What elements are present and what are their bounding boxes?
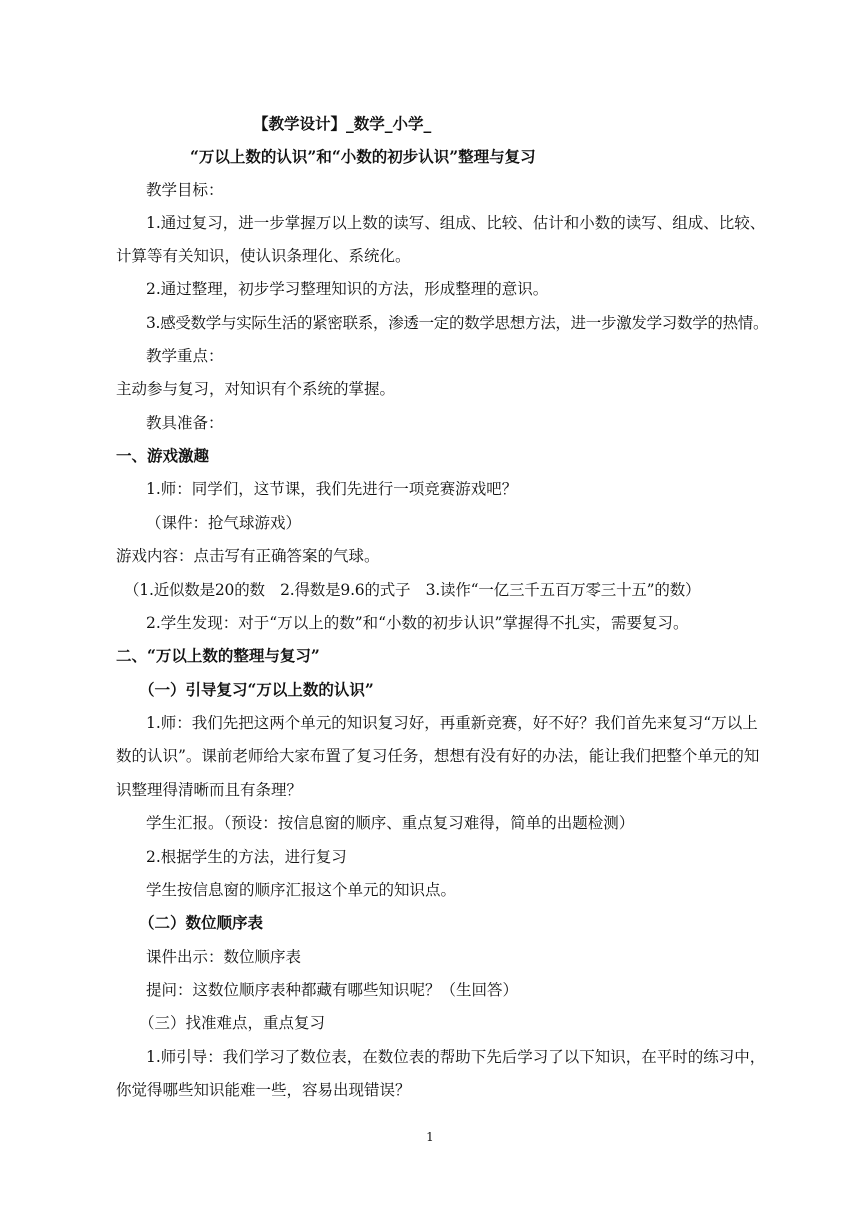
subsection-1-para-1-line-2: 数的认识”。课前老师给大家布置了复习任务，想想有没有好的办法，能让我们把整个单元的知 [116, 747, 760, 765]
subsection-1-para-4: 学生按信息窗的顺序汇报这个单元的知识点。 [146, 881, 457, 899]
goal-3: 3.感受数学与实际生活的紧密联系，渗透一定的数学思想方法，进一步激发学习数学的热情。 [146, 314, 769, 332]
section-1-para-1: 1.师：同学们，这节课，我们先进行一项竞赛游戏吧？ [146, 480, 518, 498]
section-1-para-4: （1.近似数是20的数 2.得数是9.6的式子 3.读作“一亿三千五百万零三十五”的数） [124, 581, 701, 599]
subsection-1-title: （一）引导复习“万以上数的认识” [139, 680, 374, 699]
goal-1-line-2: 计算等有关知识，使认识条理化、系统化。 [116, 247, 411, 265]
subsection-1-para-1-line-1: 1.师：我们先把这两个单元的知识复习好，再重新竞赛，好不好？我们首先来复习“万以上 [146, 714, 758, 732]
section-1-para-5: 2.学生发现：对于“万以上的数”和“小数的初步认识”掌握得不扎实，需要复习。 [146, 614, 689, 632]
tools-heading: 教具准备： [146, 414, 224, 432]
section-2-title: 二、“万以上数的整理与复习” [116, 646, 320, 665]
page-number: 1 [426, 1130, 434, 1144]
subsection-1-para-3: 2.根据学生的方法，进行复习 [146, 848, 347, 866]
subsection-3-title: （三）找准难点，重点复习 [139, 1014, 326, 1032]
goal-1-line-1: 1.通过复习，进一步掌握万以上数的读写、组成、比较、估计和小数的读写、组成、比较、 [146, 214, 766, 232]
goal-2: 2.通过整理，初步学习整理知识的方法，形成整理的意识。 [146, 280, 549, 298]
subsection-2-para-1: 课件出示：数位顺序表 [146, 948, 302, 966]
section-1-para-3: 游戏内容：点击写有正确答案的气球。 [116, 547, 380, 565]
doc-header: 【教学设计】_数学_小学_ [253, 114, 432, 133]
section-1-title: 一、游戏激趣 [116, 446, 210, 465]
focus-heading: 教学重点： [146, 347, 224, 365]
subsection-1-para-1-line-3: 识整理得清晰而且有条理？ [116, 781, 303, 799]
subsection-3-para-1-line-1: 1.师引导：我们学习了数位表，在数位表的帮助下先后学习了以下知识，在平时的练习中， [146, 1048, 766, 1066]
subsection-2-title: （二）数位顺序表 [139, 913, 264, 932]
subsection-3-para-1-line-2: 你觉得哪些知识能难一些，容易出现错误？ [116, 1081, 411, 1099]
doc-title: “万以上数的认识”和“小数的初步认识”整理与复习 [190, 147, 536, 166]
subsection-2-para-2: 提问：这数位顺序表种都藏有哪些知识呢？（生回答） [146, 981, 519, 999]
subsection-1-para-2: 学生汇报。（预设：按信息窗的顺序、重点复习难得，简单的出题检测） [146, 814, 635, 832]
focus-text: 主动参与复习，对知识有个系统的掌握。 [116, 380, 396, 398]
goals-heading: 教学目标： [146, 181, 224, 199]
section-1-para-2: （课件：抢气球游戏） [146, 514, 302, 532]
